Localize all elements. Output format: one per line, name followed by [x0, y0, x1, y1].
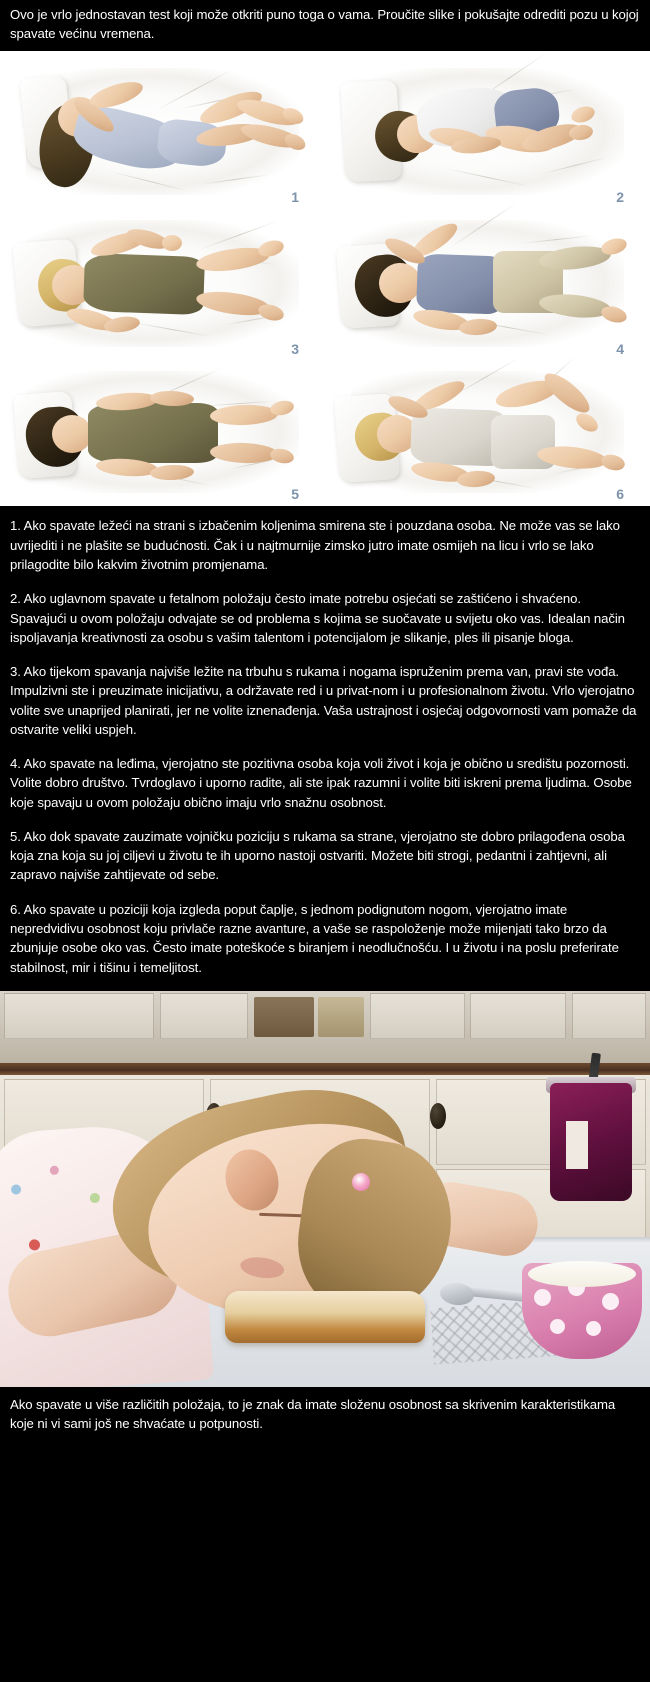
figure-number-6: 6 — [616, 486, 624, 503]
figure-cell-2 — [325, 55, 650, 207]
paragraph-6: 6. Ako spavate u poziciji koja izgleda poput čaplje, s jednom podignutom nogom, vjerojatno imate nepredvidivu osobnost koju privlače razne avanture, a vaše se raspoloženje može mijenjati tako brzo da zbunjuje osobe oko vas. Često imate poteškoće s biranjem i neodlučnošću. I u životu i na poslu preferirate stabilnost, mir i tišinu i temeljitost. — [10, 901, 619, 975]
figure-row-1 — [0, 55, 650, 207]
toast-slice — [225, 1291, 425, 1343]
paragraph-5: 5. Ako dok spavate zauzimate vojničku poziciju s rukama sa strane, vjerojatno ste dobro prilagođena osoba koja zna koja su joj ciljevi u životu te ih uporno nastoji ostvariti. Možete biti strogi, pedantni i zahtjevni, ali zapravo najviše zahtijevate od sebe. — [10, 828, 625, 883]
description-block — [0, 506, 650, 990]
wood-trim-rail — [0, 1063, 650, 1075]
figure-illustration-4 — [325, 207, 650, 359]
jam-jar — [550, 1083, 632, 1201]
cabinet-door — [370, 993, 465, 1039]
footer-block — [0, 1387, 650, 1443]
paragraph-4: 4. Ako spavate na leđima, vjerojatno ste pozitivna osoba koja voli život i koja je obično u središtu pozornosti. Volite dobro društvo. Tvrdoglavo i uporno radite, ali ste ipak razumni i volite biti iskreni prema ljudima. Osobe koje spavaju u ovom položaju obično imaju vrlo snažnu osobnost. — [10, 756, 632, 810]
shelf-jar — [318, 997, 364, 1037]
figure-cell-4 — [325, 207, 650, 359]
figure-row-2 — [0, 207, 650, 359]
figure-number-4: 4 — [616, 341, 624, 358]
figure-illustration-6 — [325, 359, 650, 504]
drawer-knob — [430, 1103, 446, 1129]
shelf-jar — [254, 997, 314, 1037]
figure-number-5: 5 — [291, 486, 299, 503]
sleeping-child-photo — [0, 991, 650, 1387]
paragraph-1: 1. Ako spavate ležeći na strani s izbačenim koljenima smirena ste i pouzdana osoba. Ne može vas se lako uvrijediti i ne plašite se budućnosti. Čak i u najtmurnije zimsko jutro imate osmijeh na licu i vrlo se lako prilagodite bilo kakvim životnim promjenama. — [10, 518, 620, 572]
figure-number-2: 2 — [616, 189, 624, 206]
cabinet-door — [160, 993, 248, 1039]
paragraph-3: 3. Ako tijekom spavanja najviše ležite na trbuhu s rukama i nogama ispruženim prema van, pravi ste vođa. Impulzivni ste i preuzimate inicijativu, a održavate red i u privat-nom i u profesionalnom životu. Vrlo vjerojatno volite sve unaprijed planirati, jer ne volite iznenađenja. Vaša ustrajnost i osjećaj odgovornosti vam pomaže da ostvarite veliki uspjeh. — [10, 664, 637, 737]
figure-cell-5 — [0, 359, 325, 504]
figure-number-1: 1 — [291, 189, 299, 206]
figure-number-3: 3 — [291, 341, 299, 358]
figure-illustration-1 — [0, 55, 325, 207]
milk-surface — [528, 1261, 636, 1287]
footer-paragraph: Ako spavate u više različitih položaja, to je znak da imate složenu osobnost sa skrivenim karakteristikama koje ni vi sami još ne shvaćate u potpunosti. — [10, 1396, 616, 1431]
cabinet-door — [470, 993, 566, 1039]
figure-illustration-2 — [325, 55, 650, 207]
figure-cell-3 — [0, 207, 325, 359]
cabinet-door — [572, 993, 646, 1039]
paragraph-2: 2. Ako uglavnom spavate u fetalnom položaju često imate potrebu osjećati se zaštićeno i shvaćeno. Spavajući u ovom položaju odvajate se od problema s kojima se suočavate u svijetu oko vas. Idealan način ispoljavanja kreativnosti za osobu s vašim talentom i potencijalom je slikanje, ples ili pisanje bloga. — [10, 591, 625, 645]
intro-paragraph: Ovo je vrlo jednostavan test koji može otkriti puno toga o vama. Proučite slike i pokušajte odrediti pozu u kojoj spavate većinu vremena. — [10, 7, 639, 41]
jam-jar-label — [566, 1121, 588, 1169]
cabinet-door — [4, 993, 154, 1039]
child-mouth — [239, 1255, 285, 1281]
figure-illustration-3 — [0, 207, 325, 359]
figure-cell-6 — [325, 359, 650, 504]
sleep-position-figure-grid — [0, 51, 650, 506]
figure-illustration-5 — [0, 359, 325, 504]
hair-clip — [352, 1173, 370, 1191]
intro-block — [0, 0, 650, 51]
figure-cell-1 — [0, 55, 325, 207]
figure-row-3 — [0, 359, 650, 504]
